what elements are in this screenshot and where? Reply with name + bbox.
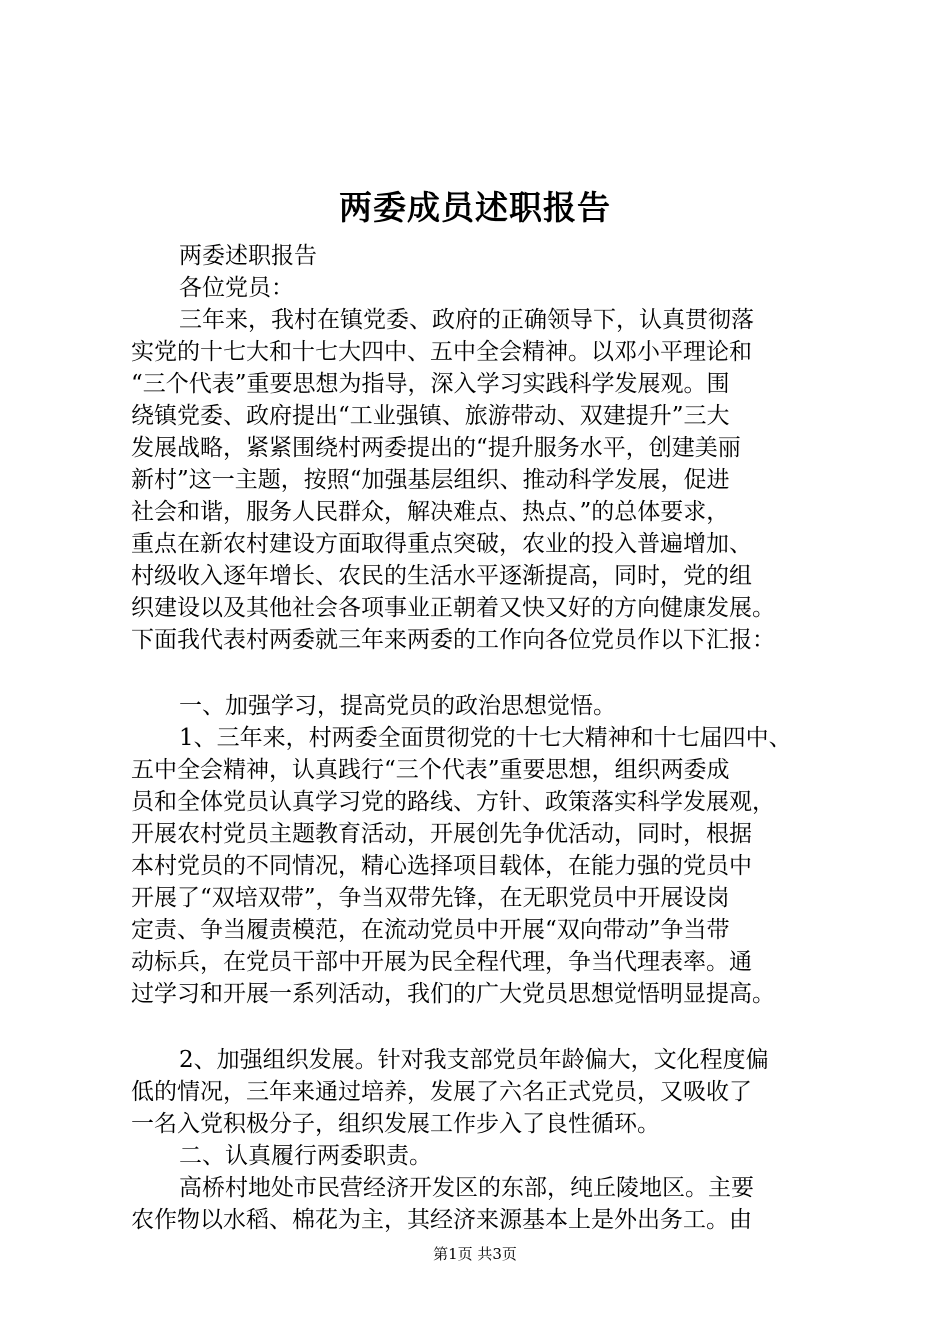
text-line: 2、加强组织发展。针对我支部党员年龄偏大，文化程度偏 [179,1047,769,1073]
document-title: 两委成员述职报告 [339,188,611,227]
text-line: 村级收入逐年增长、农民的生活水平逐渐提高，同时，党的组 [131,563,752,589]
text-line: 重点在新农村建设方面取得重点突破，农业的投入普遍增加、 [131,531,752,557]
text-line: 高桥村地处市民营经济开发区的东部，纯丘陵地区。主要 [179,1175,754,1201]
paragraph-gap [131,656,851,690]
text-line: 社会和谐，服务人民群众，解决难点、热点、”的总体要求， [131,499,730,525]
text-line: 低的情况，三年来通过培养，发展了六名正式党员，又吸收了 [131,1079,752,1105]
section-heading: 二、认真履行两委职责。 [179,1143,432,1169]
text-line: 新村”这一主题，按照“加强基层组织、推动科学发展，促进 [131,467,730,493]
text-line: 定责、争当履责模范，在流动党员中开展“双向带动”争当带 [131,917,730,943]
text-line: 农作物以水稻、棉花为主，其经济来源基本上是外出务工。由 [131,1207,752,1233]
text-line: 五中全会精神，认真践行“三个代表”重要思想，组织两委成 [131,757,730,783]
text-line: 过学习和开展一系列活动，我们的广大党员思想觉悟明显提高。 [131,981,775,1007]
text-line: 绕镇党委、政府提出“工业强镇、旅游带动、双建提升”三大 [131,403,730,429]
text-line: 开展了“双培双带”，争当双带先锋，在无职党员中开展设岗 [131,885,730,911]
text-line: 各位党员： [179,275,294,301]
paragraph-gap [131,1010,851,1044]
text-line: 员和全体党员认真学习党的路线、方针、政策落实科学发展观， [131,789,775,815]
text-line: 实党的十七大和十七大四中、五中全会精神。以邓小平理论和 [131,339,752,365]
text-line: 织建设以及其他社会各项事业正朝着又快又好的方向健康发展。 [131,595,775,621]
text-line: 下面我代表村两委就三年来两委的工作向各位党员作以下汇报： [131,627,775,653]
section-heading: 一、加强学习，提高党员的政治思想觉悟。 [179,693,616,719]
text-line: 开展农村党员主题教育活动，开展创先争优活动，同时，根据 [131,821,752,847]
text-line: 一名入党积极分子，组织发展工作步入了良性循环。 [131,1111,660,1137]
text-line: “三个代表”重要思想为指导，深入学习实践科学发展观。围 [131,371,730,397]
text-line: 动标兵，在党员干部中开展为民全程代理，争当代理表率。通 [131,949,752,975]
text-line: 三年来，我村在镇党委、政府的正确领导下，认真贯彻落 [179,307,754,333]
text-line: 1、三年来，村两委全面贯彻党的十七大精神和十七届四中、 [179,725,792,751]
text-line: 两委述职报告 [179,243,317,269]
page-footer: 第1页 共3页 [433,1245,517,1263]
text-line: 本村党员的不同情况，精心选择项目载体，在能力强的党员中 [131,853,752,879]
text-line: 发展战略，紧紧围绕村两委提出的“提升服务水平，创建美丽 [131,435,741,461]
document-body [131,240,851,1236]
